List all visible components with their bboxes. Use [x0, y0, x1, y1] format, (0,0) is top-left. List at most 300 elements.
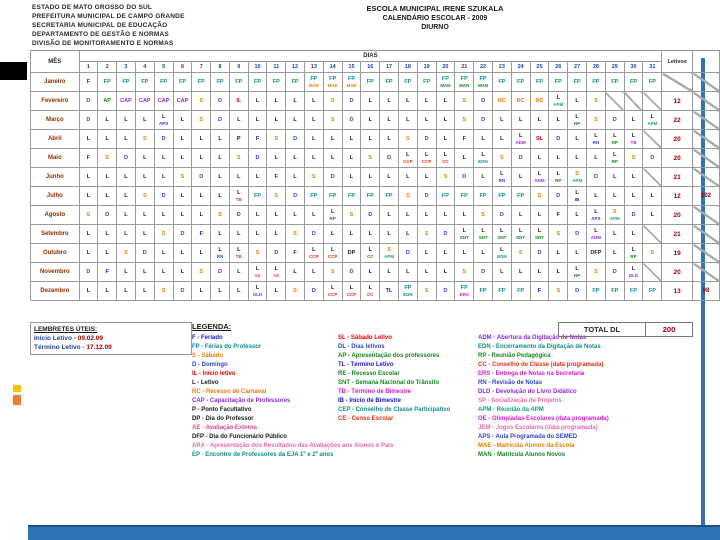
day-cell: FP: [511, 282, 530, 301]
legend-title: LEGENDA:: [192, 322, 232, 331]
day-cell: L: [455, 206, 474, 225]
day-cell: DP: [342, 244, 361, 263]
day-cell: S: [192, 92, 211, 111]
day-cell: L: [380, 263, 399, 282]
day-cell: S: [530, 187, 549, 206]
day-cell: F: [79, 73, 98, 92]
start-date-label: Início Letivo: [34, 335, 72, 342]
day-cell: D: [361, 206, 380, 225]
day-number: 5: [154, 62, 173, 73]
month-label: Junho: [31, 168, 80, 187]
day-cell: L: [79, 282, 98, 301]
day-cell: D: [492, 206, 511, 225]
letivos-count: [662, 73, 693, 92]
day-cell: S: [492, 149, 511, 168]
day-number: 15: [342, 62, 361, 73]
day-cell: S: [286, 282, 305, 301]
legend-item: CC - Conselho de Classe (data programada): [478, 362, 604, 368]
day-cell: L: [587, 187, 606, 206]
day-cell: FP ERS: [455, 282, 474, 301]
day-number: 20: [436, 62, 455, 73]
day-cell: S: [549, 225, 568, 244]
day-cell: FP MAE: [304, 73, 323, 92]
day-cell: D: [154, 130, 173, 149]
day-cell: L: [211, 149, 230, 168]
reminders-title: LEMBRETES ÚTEIS:: [34, 326, 98, 333]
day-cell: L: [361, 263, 380, 282]
day-cell: L: [173, 263, 192, 282]
day-cell: RC: [511, 92, 530, 111]
day-cell: L: [530, 263, 549, 282]
day-number: 2: [98, 62, 117, 73]
day-cell: L: [361, 111, 380, 130]
letivos-count: 20: [662, 149, 693, 168]
day-cell: L: [398, 168, 417, 187]
slide-frame-bottom: [28, 525, 720, 540]
day-cell: FP: [380, 73, 399, 92]
day-cell: L: [436, 244, 455, 263]
day-cell: D: [568, 225, 587, 244]
day-cell: IL: [229, 92, 248, 111]
day-cell: L: [455, 149, 474, 168]
day-cell: D: [511, 149, 530, 168]
day-cell: [643, 225, 662, 244]
day-cell: FP: [474, 187, 493, 206]
day-cell: L: [323, 149, 342, 168]
calendar-body: [31, 73, 720, 301]
day-cell: L: [417, 111, 436, 130]
day-cell: L: [173, 149, 192, 168]
letivos-count: 21: [662, 168, 693, 187]
day-cell: L: [173, 187, 192, 206]
day-cell: L: [492, 111, 511, 130]
day-cell: S: [267, 187, 286, 206]
day-cell: FP: [361, 187, 380, 206]
day-cell: L: [286, 149, 305, 168]
day-cell: L: [211, 130, 230, 149]
day-cell: L: [117, 206, 136, 225]
day-cell: L: [380, 168, 399, 187]
day-cell: RC: [530, 92, 549, 111]
day-cell: L: [267, 92, 286, 111]
day-cell: L APM: [549, 92, 568, 111]
semester-total: [693, 263, 720, 282]
day-cell: L: [117, 187, 136, 206]
day-cell: S: [417, 225, 436, 244]
day-cell: L ADM: [511, 130, 530, 149]
day-cell: L CC: [361, 244, 380, 263]
day-cell: L: [624, 168, 643, 187]
semester-total: [693, 92, 720, 111]
month-row: [31, 187, 720, 206]
day-cell: L CCP: [323, 282, 342, 301]
day-cell: L: [135, 263, 154, 282]
day-cell: L: [267, 206, 286, 225]
day-number: 23: [492, 62, 511, 73]
end-date-value: 17.12.09: [86, 344, 112, 351]
day-cell: L: [380, 130, 399, 149]
day-cell: L APS: [587, 206, 606, 225]
legend-column-2: [338, 334, 450, 424]
day-number: 24: [511, 62, 530, 73]
day-cell: D: [173, 225, 192, 244]
day-cell: FP: [192, 73, 211, 92]
legend-item: EDN - Encerramento da Digitação de Notas: [478, 344, 601, 350]
day-cell: D: [211, 111, 230, 130]
day-cell: L: [135, 149, 154, 168]
letivos-count: 20: [662, 263, 693, 282]
day-cell: L: [643, 187, 662, 206]
day-cell: L: [530, 149, 549, 168]
day-cell: D: [342, 92, 361, 111]
reminders-box: [30, 322, 192, 355]
semester-total: [693, 130, 720, 149]
day-cell: S: [342, 206, 361, 225]
legend-item: MAE - Matrícula Alunos da Escola: [478, 443, 575, 449]
day-cell: L: [530, 206, 549, 225]
day-cell: F: [286, 244, 305, 263]
day-cell: L: [304, 263, 323, 282]
day-cell: L: [173, 130, 192, 149]
day-cell: D: [79, 263, 98, 282]
day-number: 26: [549, 62, 568, 73]
day-cell: L: [248, 92, 267, 111]
day-cell: D: [173, 282, 192, 301]
day-cell: F: [549, 206, 568, 225]
day-cell: FP: [248, 73, 267, 92]
day-cell: D: [79, 92, 98, 111]
day-cell: L EDN: [474, 149, 493, 168]
day-cell: L: [380, 206, 399, 225]
legend-item: CEP - Conselho de Classe Participativo: [338, 407, 451, 413]
legend-item: F - Feriado: [192, 335, 223, 341]
letivos-count: 12: [662, 187, 693, 206]
day-cell: D: [154, 187, 173, 206]
day-cell: L RP: [605, 149, 624, 168]
day-cell: D: [342, 263, 361, 282]
day-number: 22: [474, 62, 493, 73]
legend-item: JEM - Jogos Escolares (data programada): [478, 425, 598, 431]
month-row: [31, 130, 720, 149]
day-cell: S: [417, 282, 436, 301]
day-cell: S: [511, 244, 530, 263]
day-cell: L: [286, 111, 305, 130]
day-cell: S: [455, 263, 474, 282]
day-cell: S: [323, 92, 342, 111]
legend-item: S - Sábado: [192, 353, 224, 359]
total-box: [558, 322, 693, 337]
legend-item: OE - Olimpíadas Escolares (data programada): [478, 416, 609, 422]
day-cell: L: [135, 282, 154, 301]
day-cell: FP: [229, 73, 248, 92]
day-cell: L: [361, 225, 380, 244]
legend-item: IL - Início letivo: [192, 371, 236, 377]
day-number: 8: [211, 62, 230, 73]
day-cell: L: [436, 111, 455, 130]
legend-item: RN - Revisão de Notas: [478, 380, 543, 386]
day-cell: L SNT: [455, 225, 474, 244]
month-label: Março: [31, 111, 80, 130]
day-cell: FP: [436, 187, 455, 206]
day-cell: FP MAN: [474, 73, 493, 92]
day-cell: L: [79, 225, 98, 244]
day-cell: L: [436, 130, 455, 149]
day-cell: S: [211, 206, 230, 225]
day-cell: L: [286, 92, 305, 111]
day-cell: L: [192, 244, 211, 263]
day-cell: FP: [398, 73, 417, 92]
day-cell: L CCP: [342, 282, 361, 301]
day-cell: S: [154, 282, 173, 301]
day-cell: FP: [286, 73, 305, 92]
day-cell: L: [229, 282, 248, 301]
legend-item: SP - Socialização de Projetos: [478, 398, 562, 404]
day-cell: L: [248, 225, 267, 244]
day-cell: D: [304, 225, 323, 244]
month-label: Novembro: [31, 263, 80, 282]
letivos-count: 20: [662, 206, 693, 225]
legend-item: APM - Reunião da APM: [478, 407, 544, 413]
day-cell: L: [229, 263, 248, 282]
day-cell: L: [192, 149, 211, 168]
day-cell: L: [380, 111, 399, 130]
day-cell: FP MAE: [342, 73, 361, 92]
total-label: TOTAL DL: [558, 322, 646, 337]
day-cell: L: [248, 168, 267, 187]
day-cell: L CCP: [417, 149, 436, 168]
day-cell: S: [624, 149, 643, 168]
legend-item: RP - Reunião Pedagógica: [478, 353, 551, 359]
day-cell: S: [117, 244, 136, 263]
day-cell: D: [455, 168, 474, 187]
day-cell: D: [286, 130, 305, 149]
month-label: Maio: [31, 149, 80, 168]
school-name: ESCOLA MUNICIPAL IRENE SZUKALA: [366, 4, 504, 13]
day-cell: L TB: [229, 187, 248, 206]
day-cell: FP: [248, 187, 267, 206]
day-cell: L: [323, 130, 342, 149]
day-cell: L: [436, 206, 455, 225]
day-cell: S: [474, 206, 493, 225]
day-cell: L EDN: [492, 244, 511, 263]
legend-item: ERS - Entrega de Notas na Secretaria: [478, 371, 585, 377]
day-cell: L: [549, 263, 568, 282]
day-cell: D: [474, 111, 493, 130]
day-cell: F: [98, 263, 117, 282]
day-cell: D: [549, 130, 568, 149]
day-cell: L: [192, 130, 211, 149]
day-cell: L: [549, 111, 568, 130]
day-cell: L: [304, 206, 323, 225]
day-cell: FP: [323, 187, 342, 206]
legend-item: EP - Encontro de Professores da EJA 1º e 2º anos: [192, 452, 334, 458]
total-value: 200: [646, 322, 693, 337]
day-cell: D: [135, 244, 154, 263]
letivos-count: 13: [662, 282, 693, 301]
day-cell: L: [643, 206, 662, 225]
day-cell: L: [417, 92, 436, 111]
legend-item: DLD - Devolução do Livro Didático: [478, 389, 577, 395]
day-cell: D: [229, 206, 248, 225]
letivos-count: 19: [662, 244, 693, 263]
day-number: 17: [380, 62, 399, 73]
day-cell: L: [549, 149, 568, 168]
header-line: PREFEITURA MUNICIPAL DE CAMPO GRANDE: [32, 13, 185, 20]
day-cell: S: [304, 168, 323, 187]
day-cell: L SNT: [530, 225, 549, 244]
day-cell: [605, 92, 624, 111]
day-cell: S APM: [568, 168, 587, 187]
month-label: Fevereiro: [31, 92, 80, 111]
left-black-tab: [0, 62, 27, 80]
day-cell: L: [304, 149, 323, 168]
day-cell: FP: [568, 73, 587, 92]
day-number: 18: [398, 62, 417, 73]
month-row: [31, 225, 720, 244]
day-cell: L: [79, 130, 98, 149]
day-cell: AP: [98, 92, 117, 111]
day-cell: FP: [605, 282, 624, 301]
day-number: 7: [192, 62, 211, 73]
day-cell: L: [530, 111, 549, 130]
start-date-value: 09.02.09: [77, 335, 104, 342]
day-cell: S: [267, 130, 286, 149]
day-cell: L: [286, 263, 305, 282]
day-cell: FP: [530, 73, 549, 92]
day-cell: FP EDN: [398, 282, 417, 301]
legend-item: MAN - Matrícula Alunos Novos: [478, 452, 566, 458]
day-cell: L: [154, 206, 173, 225]
letivos-count: 22: [662, 111, 693, 130]
day-cell: L: [135, 168, 154, 187]
letivos-count: 21: [662, 225, 693, 244]
day-cell: L: [568, 130, 587, 149]
semester-total: [693, 244, 720, 263]
day-cell: FP: [380, 187, 399, 206]
day-cell: L: [304, 130, 323, 149]
day-cell: FP: [304, 187, 323, 206]
day-number: 12: [286, 62, 305, 73]
day-cell: L: [98, 130, 117, 149]
day-cell: FP: [154, 73, 173, 92]
day-cell: L CCP: [304, 244, 323, 263]
day-cell: D: [342, 111, 361, 130]
day-number: 10: [248, 62, 267, 73]
month-row: [31, 282, 720, 301]
day-cell: L: [398, 111, 417, 130]
day-cell: L: [286, 206, 305, 225]
month-row: [31, 206, 720, 225]
shift-label: DIURNO: [421, 24, 449, 31]
semester-header: [693, 51, 720, 73]
day-cell: L: [474, 244, 493, 263]
day-cell: D: [323, 168, 342, 187]
day-cell: S: [549, 282, 568, 301]
day-cell: L: [173, 244, 192, 263]
day-cell: D: [248, 149, 267, 168]
day-cell: L: [568, 244, 587, 263]
day-cell: L: [605, 168, 624, 187]
day-cell: L: [511, 111, 530, 130]
day-cell: FP: [417, 73, 436, 92]
day-cell: L RP: [568, 263, 587, 282]
day-cell: S: [398, 187, 417, 206]
month-label: Dezembro: [31, 282, 80, 301]
day-cell: L: [98, 187, 117, 206]
school-header: [300, 4, 570, 31]
legend-item: SNT - Semana Nacional do Trânsito: [338, 380, 440, 386]
legend-item: SL - Sábado Letivo: [338, 335, 392, 341]
legend-item: CE - Censo Escolar: [338, 416, 394, 422]
semester-total: [693, 149, 720, 168]
day-cell: FP: [173, 73, 192, 92]
day-cell: D: [286, 187, 305, 206]
legend-item: ADM - Abertura da Digitação de Notas: [478, 335, 587, 341]
end-date-label: Término Letivo: [34, 344, 81, 351]
day-cell: RC: [492, 92, 511, 111]
day-cell: FP: [549, 73, 568, 92]
day-cell: D: [474, 92, 493, 111]
day-cell: F: [267, 168, 286, 187]
legend-item: TL - Término Letivo: [338, 362, 394, 368]
day-cell: [643, 168, 662, 187]
letivos-count: 20: [662, 130, 693, 149]
day-cell: FP MAN: [455, 73, 474, 92]
day-cell: FP: [511, 187, 530, 206]
day-number: 4: [135, 62, 154, 73]
day-cell: L: [229, 168, 248, 187]
day-cell: SL: [530, 130, 549, 149]
day-cell: L: [511, 206, 530, 225]
day-cell: L: [511, 263, 530, 282]
day-cell: L: [211, 168, 230, 187]
day-cell: L: [342, 149, 361, 168]
day-cell: L: [267, 149, 286, 168]
semester-total: [693, 225, 720, 244]
semester-total: [693, 206, 720, 225]
day-cell: D: [267, 244, 286, 263]
day-number: 13: [304, 62, 323, 73]
left-orange-marker: [13, 395, 21, 405]
day-cell: L: [380, 225, 399, 244]
day-cell: FP: [474, 282, 493, 301]
day-cell: L: [361, 168, 380, 187]
legend-item: FP - Férias do Professor: [192, 344, 262, 350]
day-cell: FP: [135, 73, 154, 92]
left-yellow-marker: [13, 385, 21, 392]
day-cell: L: [624, 187, 643, 206]
day-cell: F: [248, 130, 267, 149]
day-cell: L: [154, 149, 173, 168]
day-cell: L: [117, 168, 136, 187]
day-cell: L: [455, 244, 474, 263]
end-date-line: Término Letivo - 17.12.09: [34, 344, 112, 351]
day-cell: CAP: [135, 92, 154, 111]
day-cell: L: [98, 282, 117, 301]
day-cell: L RP: [568, 111, 587, 130]
day-cell: L: [154, 244, 173, 263]
start-date-line: Início Letivo - 09.02.09: [34, 335, 104, 342]
day-cell: S APM: [605, 206, 624, 225]
day-cell: FP: [511, 73, 530, 92]
day-cell: L ADM: [530, 168, 549, 187]
day-cell: S: [361, 149, 380, 168]
day-cell: P: [229, 130, 248, 149]
legend-item: P - Ponto Facultativo: [192, 407, 252, 413]
day-cell: L: [474, 130, 493, 149]
day-cell: L APM: [643, 111, 662, 130]
month-row: [31, 92, 720, 111]
